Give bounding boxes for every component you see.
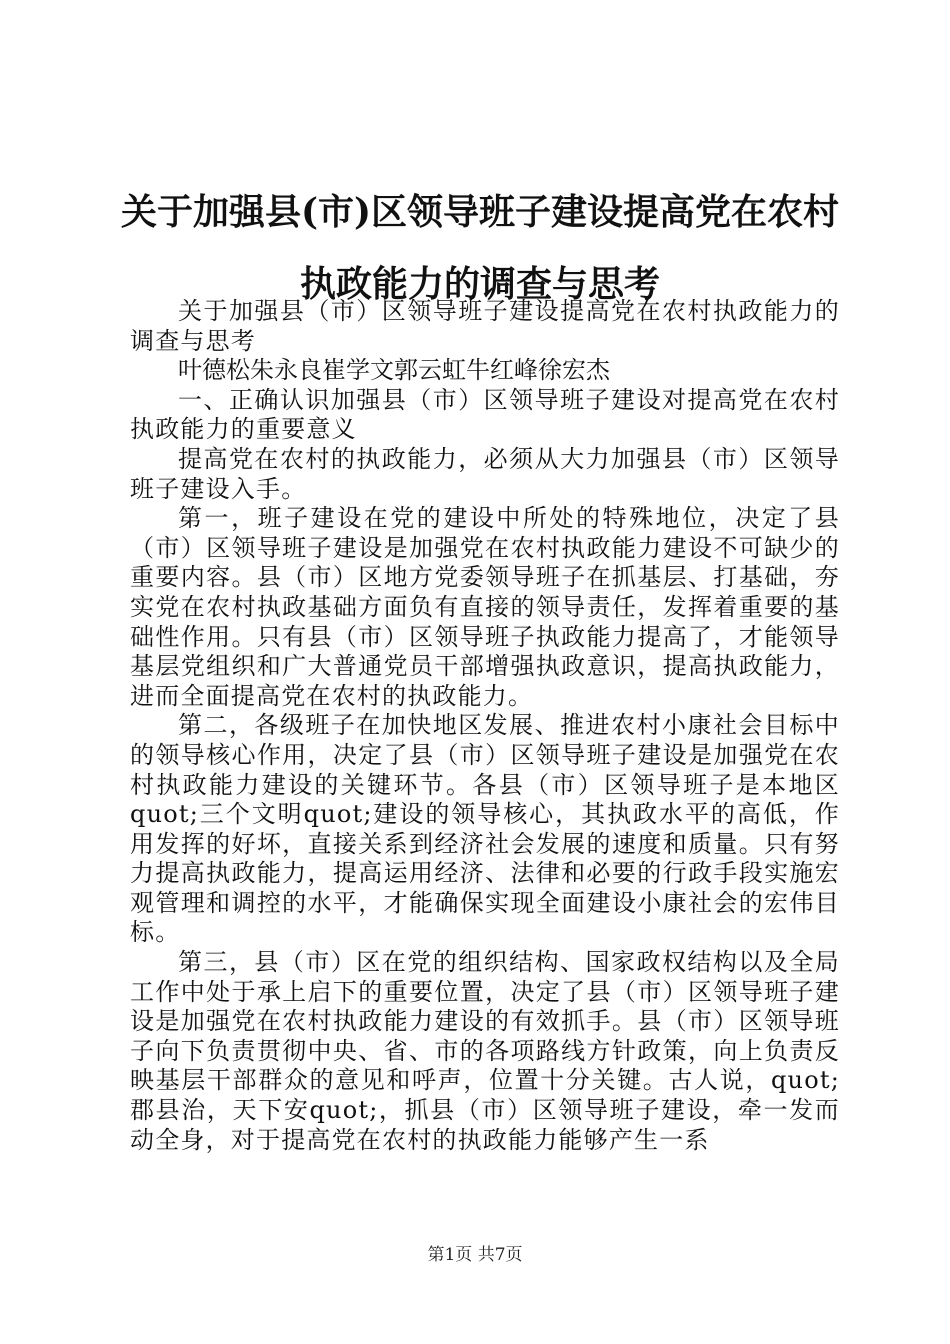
body-paragraph: 第二，各级班子在加快地区发展、推进农村小康社会目标中的领导核心作用，决定了县（市）区领导班子建设是加强党在农村执政能力建设的关键环节。各县（市）区领导班子是本地区quot;三个文明quot;建设的领导核心，其执政水平的高低，作用发挥的好坏，直接关系到经济社会发展的速度和质量。只有努力提高执政能力，提高运用经济、法律和必要的行政手段实施宏观管理和调控的水平，才能确保实现全面建设小康社会的宏伟目标。 [130,711,840,947]
title-line-2: 执政能力的调查与思考 [299,263,660,305]
page-number: 第1页 [427,1245,473,1265]
body-paragraph: 第三，县（市）区在党的组织结构、国家政权结构以及全局工作中处于承上启下的重要位置，决定了县（市）区领导班子建设是加强党在农村执政能力建设的有效抓手。县（市）区领导班子向下负责贯彻中央、省、市的各项路线方针政策，向上负责反映基层干部群众的意见和呼声，位置十分关键。古人说，quot;郡县治，天下安quot;，抓县（市）区领导班子建设，牵一发而动全身，对于提高党在农村的执政能力能够产生一系 [130,948,840,1154]
title-line-1: 关于加强县(市)区领导班子建设提高党在农村 [120,191,840,233]
section-heading: 一、正确认识加强县（市）区领导班子建设对提高党在农村执政能力的重要意义 [130,385,840,444]
document-body [130,297,840,1155]
page-footer [0,1244,950,1266]
body-paragraph: 第一，班子建设在党的建设中所处的特殊地位，决定了县（市）区领导班子建设是加强党在农村执政能力建设不可缺少的重要内容。县（市）区地方党委领导班子在抓基层、打基础，夯实党在农村执政基础方面负有直接的领导责任，发挥着重要的基础性作用。只有县（市）区领导班子执政能力提高了，才能领导基层党组织和广大普通党员干部增强执政意识，提高执政能力，进而全面提高党在农村的执政能力。 [130,504,840,710]
subtitle-paragraph: 关于加强县（市）区领导班子建设提高党在农村执政能力的调查与思考 [130,297,840,355]
authors-line: 叶德松朱永良崔学文郭云虹牛红峰徐宏杰 [178,356,610,385]
body-paragraph: 提高党在农村的执政能力，必须从大力加强县（市）区领导班子建设入手。 [130,444,840,503]
page-total: 共7页 [477,1245,523,1265]
